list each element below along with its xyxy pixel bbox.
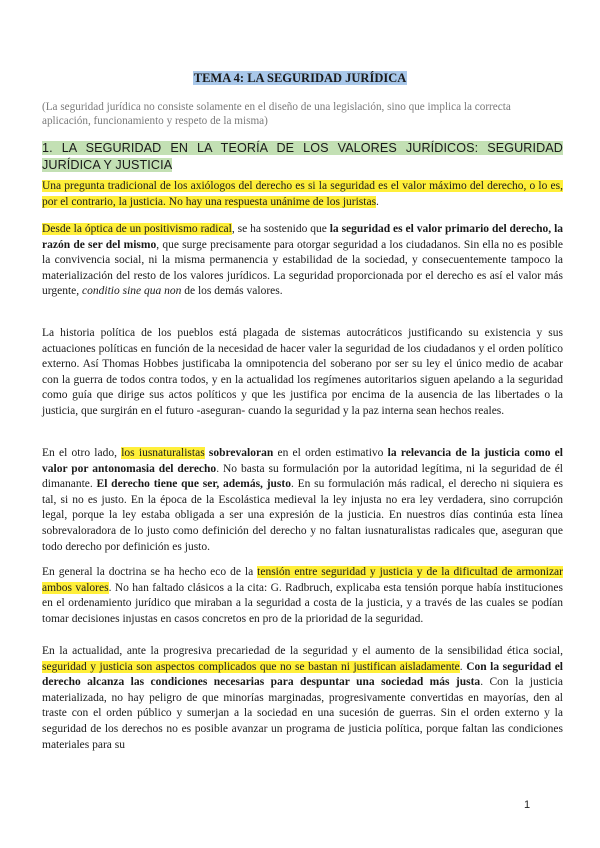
section-heading [42,140,563,174]
paragraph-6 [42,644,563,753]
bold-text: la seguridad es el valor primario del derecho, la razón de ser del mismo [42,223,564,251]
text: En el otro lado, [42,447,122,459]
highlight: Desde la óptica de un positivismo radical [42,223,232,235]
page-number: 1 [524,799,531,811]
highlight: tensión entre seguridad y justicia y de la dificultad de armonizar ambos valores [42,566,563,594]
highlight: seguridad y justicia son aspectos complicados que no se bastan ni justifican aisladamente [42,660,460,673]
bold-text: la relevancia de la justicia como el valor por antonomasia del derecho [42,447,563,475]
bold-text: sobrevaloran [204,447,274,459]
paragraph-2 [42,222,563,300]
paragraph-5 [42,565,563,627]
paragraph-4 [42,446,563,555]
bold-text: El derecho tiene que ser, además, justo [96,478,291,491]
text: en el orden estimativo [273,447,388,459]
page-title [0,71,600,86]
text: . [459,660,467,673]
title-text: TEMA 4: LA SEGURIDAD JURÍDICA [193,71,407,85]
text: . No basta su formulación por la autoridad legítima, ni la seguridad de él dimanante. [42,462,564,491]
bold-text: Con la seguridad el derecho alcanza las condiciones necesarias para despuntar una sociedad más justa [42,660,564,689]
highlight: los iusnaturalistas [121,447,205,459]
section-heading-text: 1. LA SEGURIDAD EN LA TEORÍA DE LOS VALORES JURÍDICOS: SEGURIDAD JURÍDICA Y JUSTICIA [42,141,563,172]
text: , se ha sostenido que [231,223,330,235]
text: . En su formulación más radical, el derecho ni siquiera es tal, si no es justo. En la época de la Escolástica medieval la ley injusta no era ley verdadera, sino corrupción legal, porque la ley estaba obligada a ser una expresión de la justicia. En nuestros días continúa esta línea sobrevaloradora de lo justo como definición del derecho y no faltan iusnaturalistas radicales que, aseguran que todo derecho por definición es justo. [42,478,563,553]
text: . No han faltado clásicos a la cita: G. Radbruch, explicaba esta tensión porque había instituciones en el ordenamiento jurídico que miraban a la seguridad a costa de la justicia, y a través de las cuales se podían tomar decisiones injustas en casos concretos en pro de la prioridad de la seguridad. [42,581,563,625]
paragraph-1 [42,179,563,210]
italic-text: conditio sine qua non [82,285,182,298]
text: En general la doctrina se ha hecho eco de la [42,566,258,578]
paragraph-3: La historia política de los pueblos está plagada de sistemas autocráticos justificando su existencia y sus actuaciones políticas en función de la necesidad de hacer valer la seguridad de los ciudadanos y el orden político externo. Así Thomas Hobbes justificaba la omnipotencia del soberano por ser su ley el único medio de acabar con la guerra de todos contra todos, y en la actualidad los regímenes autoritarios siguen apelando a la seguridad como guía que dirige sus actos políticos y que les justifica por encima de la ausencia de las libertades o la justicia, que surgirán en el futuro -aseguran- cuando la seguridad y la paz interna sean hechos reales. [42,327,563,417]
text: En la actualidad, ante la progresiva precariedad de la seguridad y el aumento de la sensibilidad ética social, [42,645,563,657]
text: . [376,195,379,208]
text: de los demás valores. [181,285,283,298]
subtitle: (La seguridad jurídica no consiste solamente en el diseño de una legislación, sino que implica la correcta aplicación, funcionamiento y respeto de la misma) [42,101,511,127]
highlight: Una pregunta tradicional de los axiólogos del derecho es si la seguridad es el valor máximo del derecho, o lo es, por el contrario, la justicia. No hay una respuesta unánime de los juristas [42,180,563,208]
text: . Con la justicia materializada, no hay peligro de que minorías marginadas, progresivamente convertidas en mayorías, den al traste con el orden público y sumerjan a la sociedad en una sucesión de guerras. Sin el orden externo y la seguridad de los derechos no es posible avanzar un programa de justicia política, porque faltan las condiciones materiales para su [42,676,564,751]
text: , que surge precisamente para otorgar seguridad a los ciudadanos. Sin ella no es posible la convivencia social, ni la misma permanencia y estabilidad de la sociedad, y consecuentemente tampoco la materialización del resto de los valores jurídicos. La seguridad proporcionada por el derecho es así el valor más urgente, [42,238,563,298]
